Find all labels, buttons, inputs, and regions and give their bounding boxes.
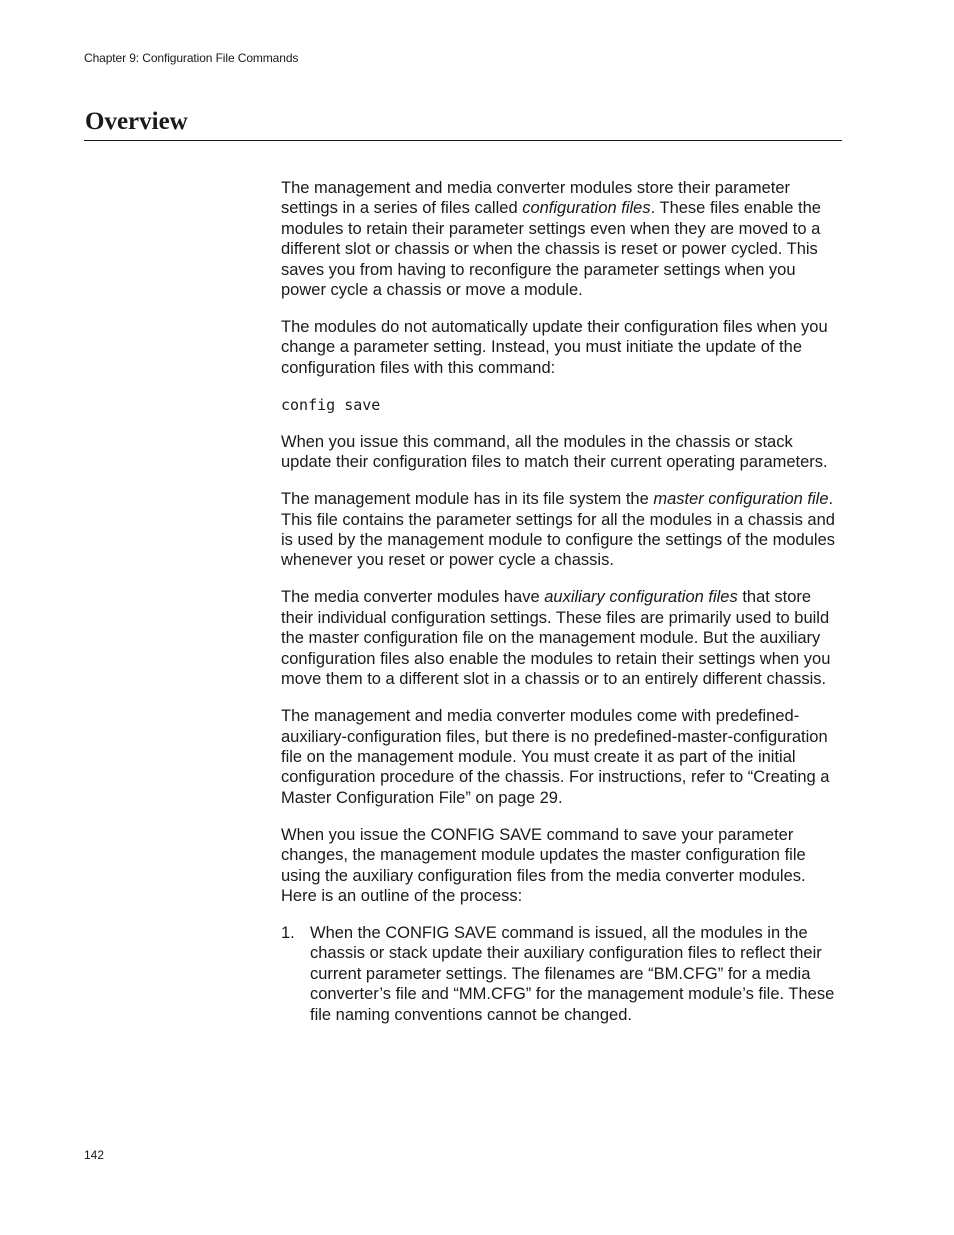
paragraph-3: When you issue this command, all the modules in the chassis or stack update their configuration files to match their current operating parameters.: [281, 432, 828, 472]
step-text: When the CONFIG SAVE command is issued, all the modules in the chassis or stack update their auxiliary configuration files to reflect their current parameter settings. The filenames are “BM.CFG” for a media converter’s file and “MM.CFG” for the management module’s file. These file naming conventions cannot be changed.: [310, 923, 835, 1024]
paragraph-7: When you issue the CONFIG SAVE command to save your parameter changes, the management module updates the master configuration file using the auxiliary configuration files from the media converter modules. Here is an outline of the process:: [281, 825, 806, 905]
term-auxiliary-configuration-files: auxiliary configuration files: [544, 588, 738, 607]
command-example: config save: [281, 395, 381, 414]
term-master-configuration-file: master configuration file: [653, 490, 829, 509]
list-item: [281, 923, 843, 1025]
running-head: Chapter 9: Configuration File Commands: [84, 51, 299, 65]
paragraph-1-text-b: . These files enable the modules to retain their parameter settings even when they are moved to a different slot or chassis or when the chassis is reset or power cycled. This saves you from having to reconfigure the parameter settings when you power cycle a chassis or move a module.: [281, 199, 821, 300]
section-title: Overview: [85, 108, 188, 135]
paragraph-5-text-a: The media converter modules have: [281, 588, 545, 607]
page-number: 142: [84, 1148, 105, 1162]
paragraph-1: [281, 178, 843, 300]
paragraph-4-text-a: The management module has in its file system the: [281, 490, 654, 509]
process-steps: [281, 923, 843, 1025]
paragraph-4-text-b: . This file contains the parameter settings for all the modules in a chassis and is used by the management module to configure the settings of the modules whenever you reset or power cycle a chassis.: [281, 490, 835, 570]
paragraph-4: [281, 489, 843, 571]
body-text: [281, 178, 843, 1025]
paragraph-6: The management and media converter modules come with predefined-auxiliary-configuration files, but there is no predefined-master-configuration file on the management module. You must create it as part of the initial configuration procedure of the chassis. For instructions, refer to “Creating a Master Configuration File” on page 29.: [281, 707, 830, 807]
paragraph-2: The modules do not automatically update their configuration files when you change a parameter setting. Instead, you must initiate the update of the configuration files with this command:: [281, 318, 828, 377]
paragraph-1-text-a: The management and media converter modules store their parameter settings in a series of files called: [281, 179, 791, 218]
term-configuration-files: configuration files: [522, 199, 651, 218]
paragraph-5: [281, 587, 843, 689]
paragraph-5-text-b: that store their individual configuration settings. These files are primarily used to build the master configuration file on the management module. But the auxiliary configuration files also enable the modules to retain their settings when you move them to a different slot in a chassis or to an entirely different chassis.: [281, 588, 831, 689]
title-rule: [84, 140, 842, 141]
step-number: 1.: [281, 923, 295, 942]
